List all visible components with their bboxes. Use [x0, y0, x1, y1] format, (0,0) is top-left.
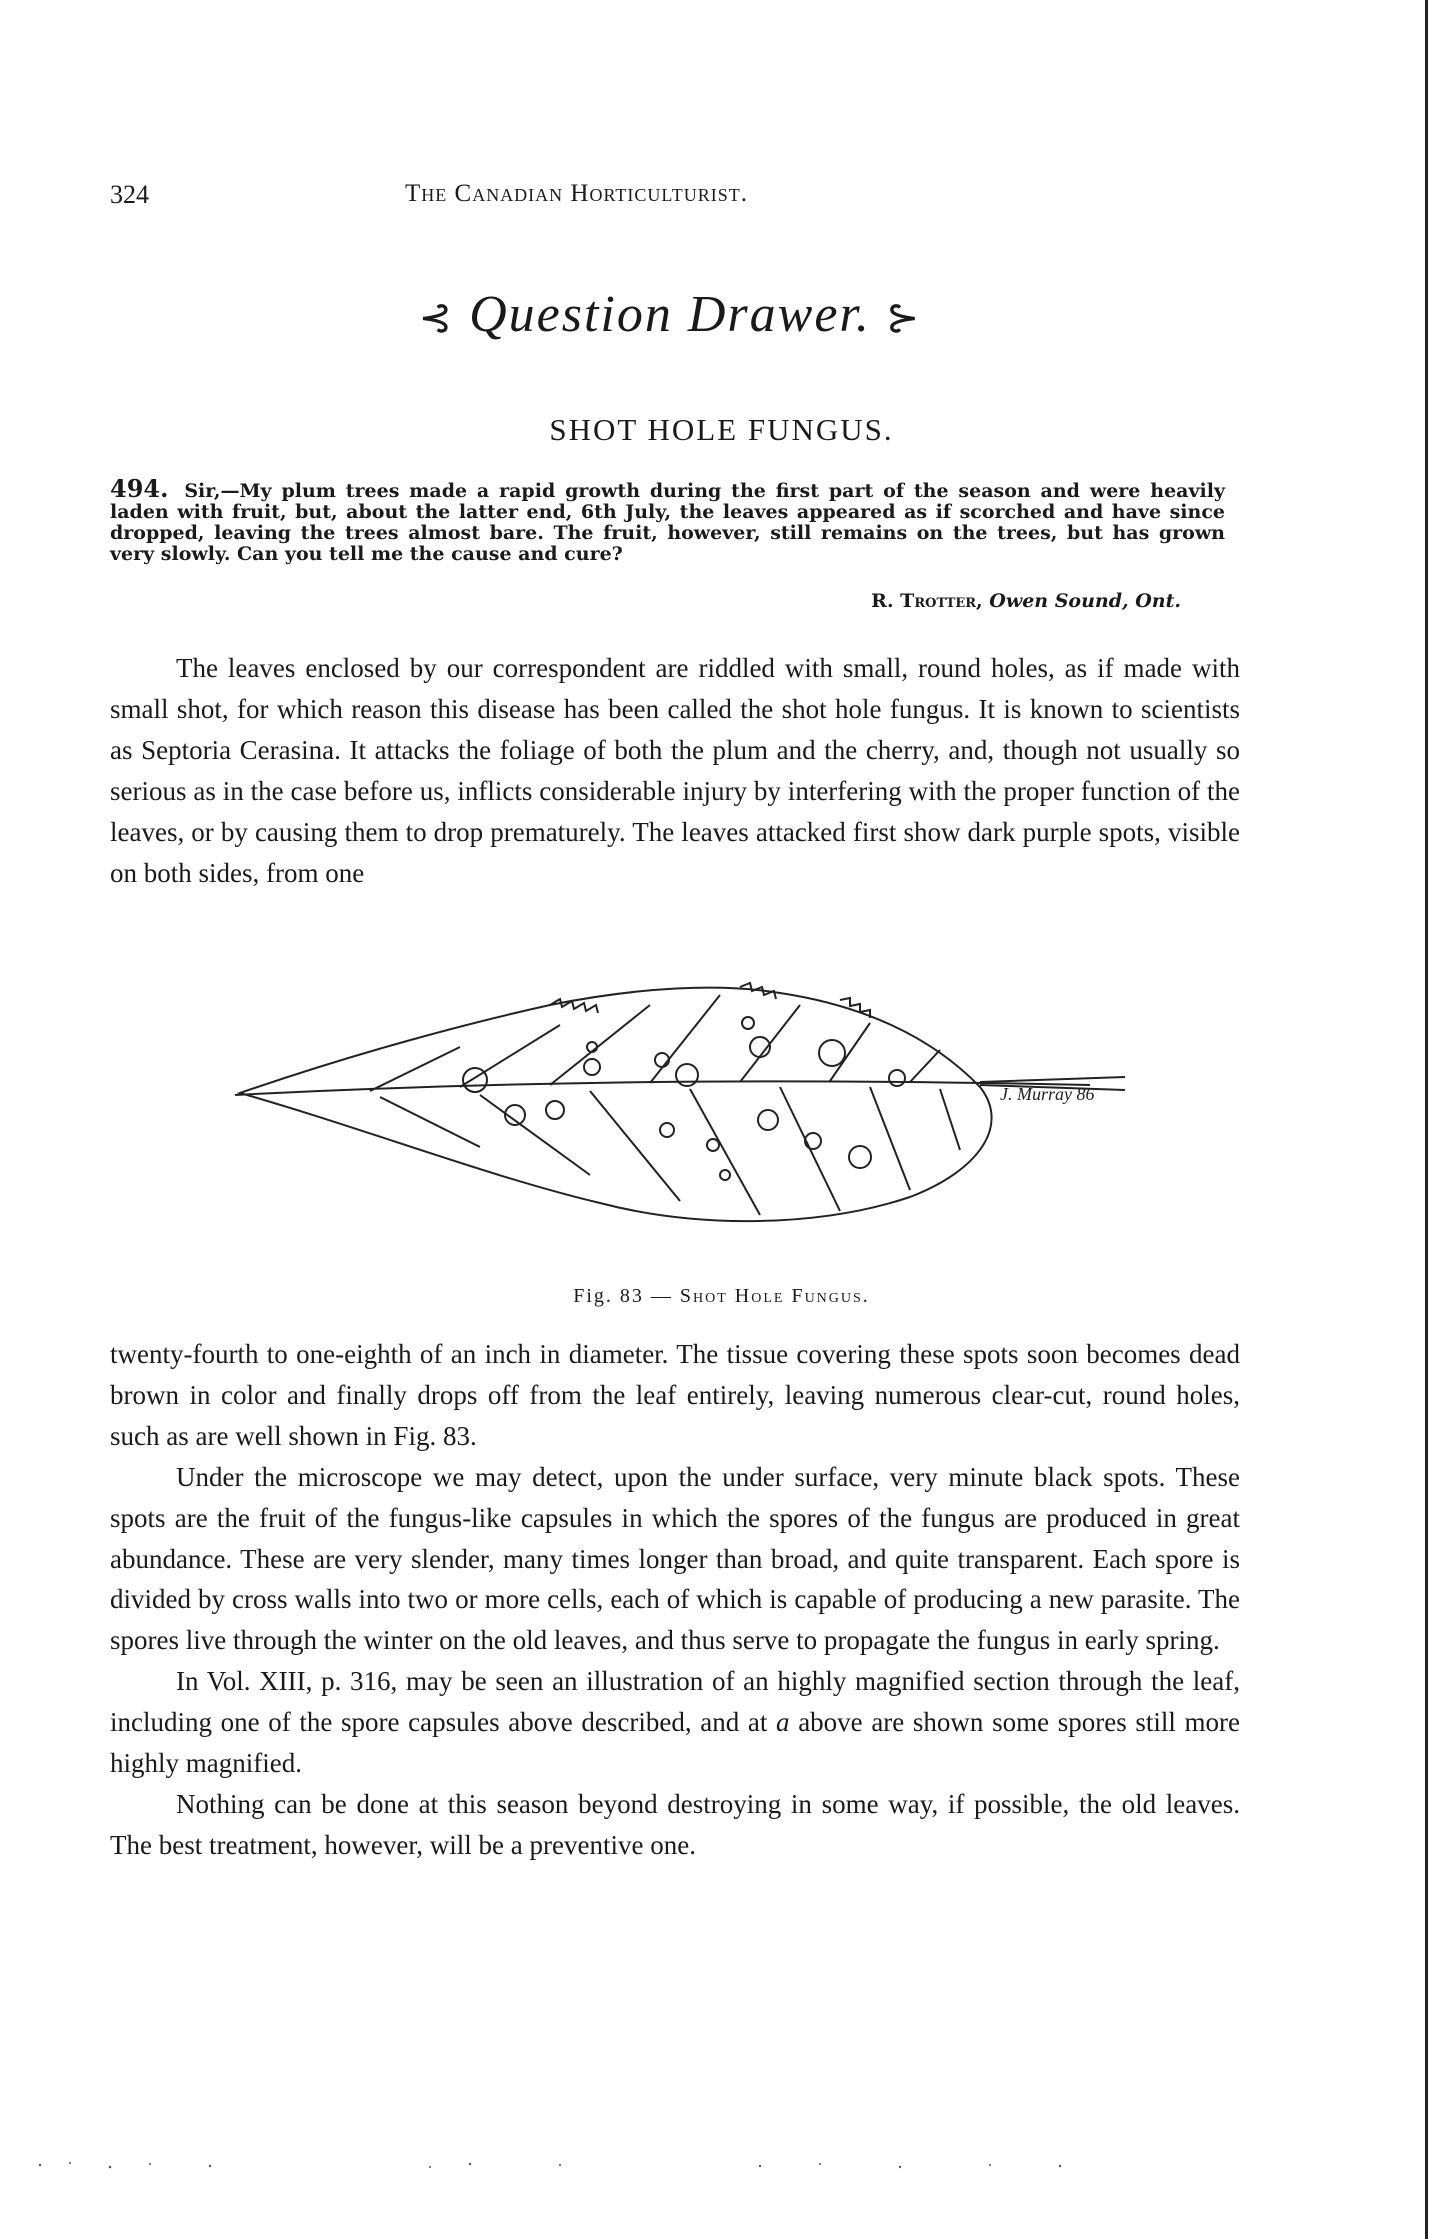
running-head	[0, 180, 1443, 220]
page-edge-rule	[1425, 0, 1428, 2239]
section-title: Question Drawer.	[469, 286, 871, 343]
answer-paragraph: Under the microscope we may detect, upon the under surface, very minute black spots. These spots are the fruit of the fungus-like capsules in which the spores of the fungus are produced in great abundance. These are very slender, many times longer than broad, and quite transparent. Each spore is divided by cross walls into two or more cells, each of which is capable of producing a new parasite. The spores live through the winter on the old leaves, and thus serve to propagate the fungus in early spring.	[110, 1461, 1240, 1656]
paragraph-text: above are shown some spores still more highly magnified.	[110, 1707, 1241, 1779]
section-banner	[360, 285, 980, 344]
article-title: SHOT HOLE FUNGUS.	[549, 412, 894, 447]
question-number: 494.	[110, 474, 169, 503]
italic-letter: a	[776, 1707, 790, 1738]
answer-paragraph: twenty-fourth to one-eighth of an inch in diameter. The tissue covering these spots soon becomes dead brown in color and finally drops off from the leaf entirely, leaving numerous clear-cut, round holes, such as are well shown in Fig. 83.	[110, 1339, 1240, 1451]
artist-signature: J. Murray 86	[1000, 1084, 1095, 1104]
answer-paragraph: Nothing can be done at this season beyond destroying in some way, if possible, the old leaves. The best treatment, however, will be a preventive one.	[110, 1788, 1240, 1860]
question-signature	[871, 590, 1181, 612]
paragraph-text: In Vol. XIII, p. 316, may be seen an illustration of an highly magnified section through the leaf, including one of the spore capsules above described, and at	[110, 1666, 1240, 1738]
answer-paragraph: The leaves enclosed by our correspondent are riddled with small, round holes, as if made with small shot, for which reason this disease has been called the shot hole fungus. It is known to scientists as Septoria Cerasina. It attacks the foliage of both the plum and the cherry, and, though not usually so serious as in the case before us, inflicts considerable injury by interfering with the proper function of the leaves, or by causing them to drop prematurely. The leaves attacked first show dark purple spots, visible on both sides, from one	[110, 653, 1240, 888]
figure-caption	[0, 1285, 1443, 1308]
figure-caption-title: Shot Hole Fungus.	[679, 1285, 870, 1307]
leaf-illustration	[220, 965, 1140, 1235]
answer-text-top	[110, 648, 1240, 893]
journal-title: The Canadian Horticulturist.	[405, 180, 748, 207]
signature-place: Owen Sound, Ont.	[989, 590, 1181, 612]
figure-caption-prefix: Fig. 83 —	[573, 1285, 673, 1307]
leaf-midrib	[235, 1081, 1090, 1095]
signature-name: R. Trotter,	[871, 590, 983, 612]
scan-noise	[0, 2155, 1443, 2175]
ornament-right-icon: ⊱	[885, 295, 922, 340]
answer-text-bottom	[110, 1334, 1240, 1866]
leaf-outline	[240, 988, 992, 1221]
reader-question	[110, 474, 1225, 565]
question-text: Sir,—My plum trees made a rapid growth during the first part of the season and were heavily laden with fruit, but, about the latter end, 6th July, the leaves appeared as if scorched and have since dropped, leaving the trees almost bare. The fruit, however, still remains on the trees, but has grown very slowly. Can you tell me the cause and cure?	[110, 480, 1225, 565]
ornament-left-icon: ⊰	[418, 295, 455, 340]
answer-paragraph	[110, 1661, 1240, 1784]
page-number: 324	[110, 180, 149, 209]
